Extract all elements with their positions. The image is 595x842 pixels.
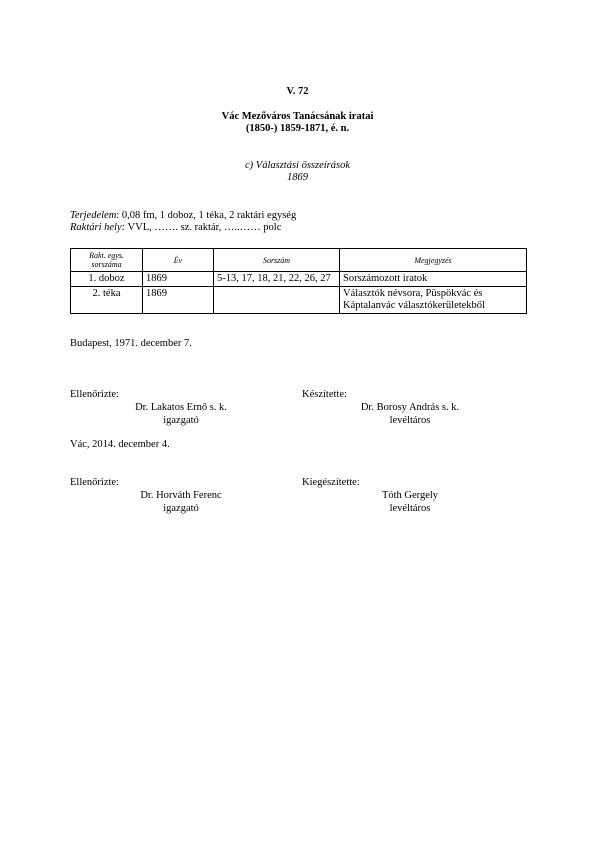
cell-unit: 1. doboz: [71, 272, 143, 287]
checked-role-1: igazgató: [163, 415, 199, 426]
subseries-title: c) Választási összeírások: [245, 160, 350, 171]
place-date-1971: Budapest, 1971. december 7.: [70, 338, 192, 349]
col-header-unit: Rakt. egys. sorszáma: [71, 249, 143, 272]
made-name-1: Dr. Borosy András s. k.: [360, 402, 460, 413]
table-row: [71, 287, 527, 314]
col-header-serial: Sorszám: [214, 249, 340, 272]
cell-serial: 5-13, 17, 18, 21, 22, 26, 27: [214, 272, 340, 287]
extent-label: Terjedelem: [70, 210, 117, 221]
subseries-year: 1869: [287, 172, 308, 183]
checked-label-2: Ellenőrizte:: [70, 477, 119, 488]
place-date-2014: Vác, 2014. december 4.: [70, 439, 170, 450]
cell-serial: [214, 287, 340, 314]
checked-name-2: Dr. Horváth Ferenc: [140, 490, 222, 501]
checked-role-2: igazgató: [163, 503, 199, 514]
checked-name-1: Dr. Lakatos Ernő s. k.: [135, 402, 227, 413]
cell-note: Sorszámozott iratok: [340, 272, 527, 287]
made-label-2: Kiegészítette:: [302, 477, 360, 488]
location-value: VVL, ……. sz. raktár, …..…… polc: [125, 222, 282, 233]
fonds-title: Vác Mezőváros Tanácsának iratai: [221, 111, 374, 122]
checked-label-1: Ellenőrizte:: [70, 389, 119, 400]
location-label: Raktári hely:: [70, 222, 126, 233]
cell-note: Választók névsora, Püspökvác és Káptalanvác választókerületekből: [340, 287, 527, 314]
made-role-2: levéltáros: [389, 503, 431, 514]
cell-year: 1869: [143, 272, 214, 287]
table-header-row: [71, 249, 527, 272]
extent-line: [70, 210, 296, 222]
cell-unit: 2. téka: [71, 287, 143, 314]
fonds-code: V. 72: [286, 86, 309, 97]
inventory-table: [70, 248, 527, 314]
made-label-1: Készítette:: [302, 389, 347, 400]
extent-value: : 0,08 fm, 1 doboz, 1 téka, 2 raktári egység: [116, 210, 297, 221]
col-header-note: Megjegyzés: [340, 249, 527, 272]
col-header-year: Év: [143, 249, 214, 272]
cell-year: 1869: [143, 287, 214, 314]
location-line: [70, 222, 281, 234]
fonds-years: (1850-) 1859-1871, é. n.: [245, 123, 350, 134]
table-row: [71, 272, 527, 287]
made-name-2: Tóth Gergely: [381, 490, 439, 501]
made-role-1: levéltáros: [389, 415, 431, 426]
